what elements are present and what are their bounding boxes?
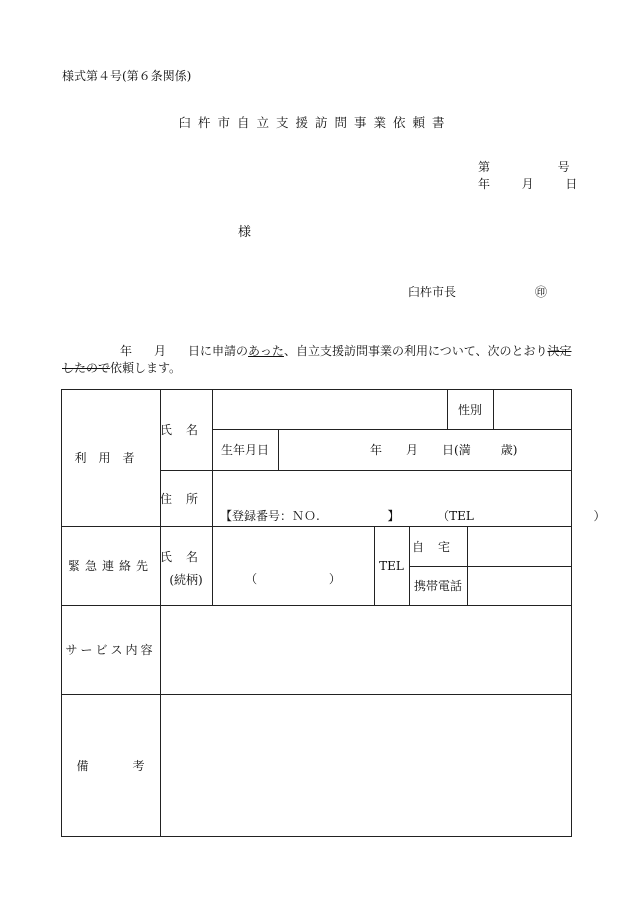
- statement-year: 年: [120, 344, 133, 358]
- age-label: 歳): [500, 443, 518, 457]
- statement-text-b: 、自立支援訪問事業の利用について、次のとおり: [283, 344, 548, 358]
- birthdate-label: 生年月日: [220, 443, 269, 457]
- day-label: 日: [565, 177, 578, 191]
- relationship-open: （: [245, 572, 258, 586]
- year-label: 年: [478, 177, 491, 191]
- issuer-name: 臼杵市長: [408, 285, 457, 299]
- emergency-name-field[interactable]: [212, 526, 374, 605]
- user-section-label: 利用者: [74, 451, 147, 465]
- document-number-line: [478, 158, 570, 175]
- tel-close: ）: [593, 509, 606, 523]
- seal-mark: ㊞: [535, 285, 548, 299]
- request-statement: [62, 343, 574, 377]
- month-label: 月: [521, 177, 534, 191]
- home-phone-label: 自宅: [411, 539, 464, 554]
- birth-year-label: 年: [370, 443, 383, 457]
- relationship-close: ）: [328, 572, 341, 586]
- user-name-label: 氏名: [160, 423, 213, 437]
- statement-text-c: 依頼します。: [110, 361, 182, 375]
- statement-month: 月: [154, 344, 167, 358]
- statement-struck-b: したので: [62, 361, 111, 375]
- issue-date-line: [478, 175, 577, 192]
- relationship-label: (続柄): [169, 572, 203, 587]
- gender-label: 性別: [457, 402, 482, 417]
- statement-text-a: 日に申請の: [188, 344, 249, 358]
- number-prefix: 第: [478, 160, 491, 174]
- remarks-field[interactable]: [160, 694, 572, 836]
- statement-struck-a: 決定: [547, 344, 572, 358]
- birthdate-field[interactable]: [278, 429, 571, 470]
- number-suffix: 号: [557, 160, 570, 174]
- service-content-label: サービス内容: [65, 643, 156, 657]
- form-number: 様式第４号(第６条関係): [62, 69, 192, 83]
- birth-day-label: 日(満: [442, 443, 471, 457]
- registration-number-close: 】: [387, 509, 400, 523]
- user-name-field[interactable]: [212, 389, 447, 429]
- addressee-suffix: 様: [238, 225, 252, 240]
- mobile-phone-label: 携帯電話: [413, 579, 462, 593]
- emergency-tel-label: TEL: [379, 558, 404, 573]
- gender-field[interactable]: [493, 389, 571, 429]
- document-title: 臼杵市自立支援訪問事業依頼書: [178, 115, 452, 130]
- tel-open: （TEL: [437, 509, 474, 523]
- statement-underlined: あった: [248, 344, 284, 358]
- address-field[interactable]: [212, 470, 606, 526]
- emergency-name-label: 氏名 (続柄): [160, 549, 213, 587]
- registration-number-label: 【登録番号：ＮＯ.: [220, 509, 320, 523]
- remarks-label: 備考: [76, 758, 189, 773]
- birth-month-label: 月: [406, 443, 419, 457]
- request-form-table: [61, 389, 606, 837]
- home-phone-field[interactable]: [467, 526, 571, 566]
- service-content-field[interactable]: [160, 605, 572, 694]
- mobile-phone-field[interactable]: [467, 566, 571, 605]
- emergency-section-label: 緊急連絡先: [67, 559, 153, 573]
- address-label: 住所: [160, 491, 213, 506]
